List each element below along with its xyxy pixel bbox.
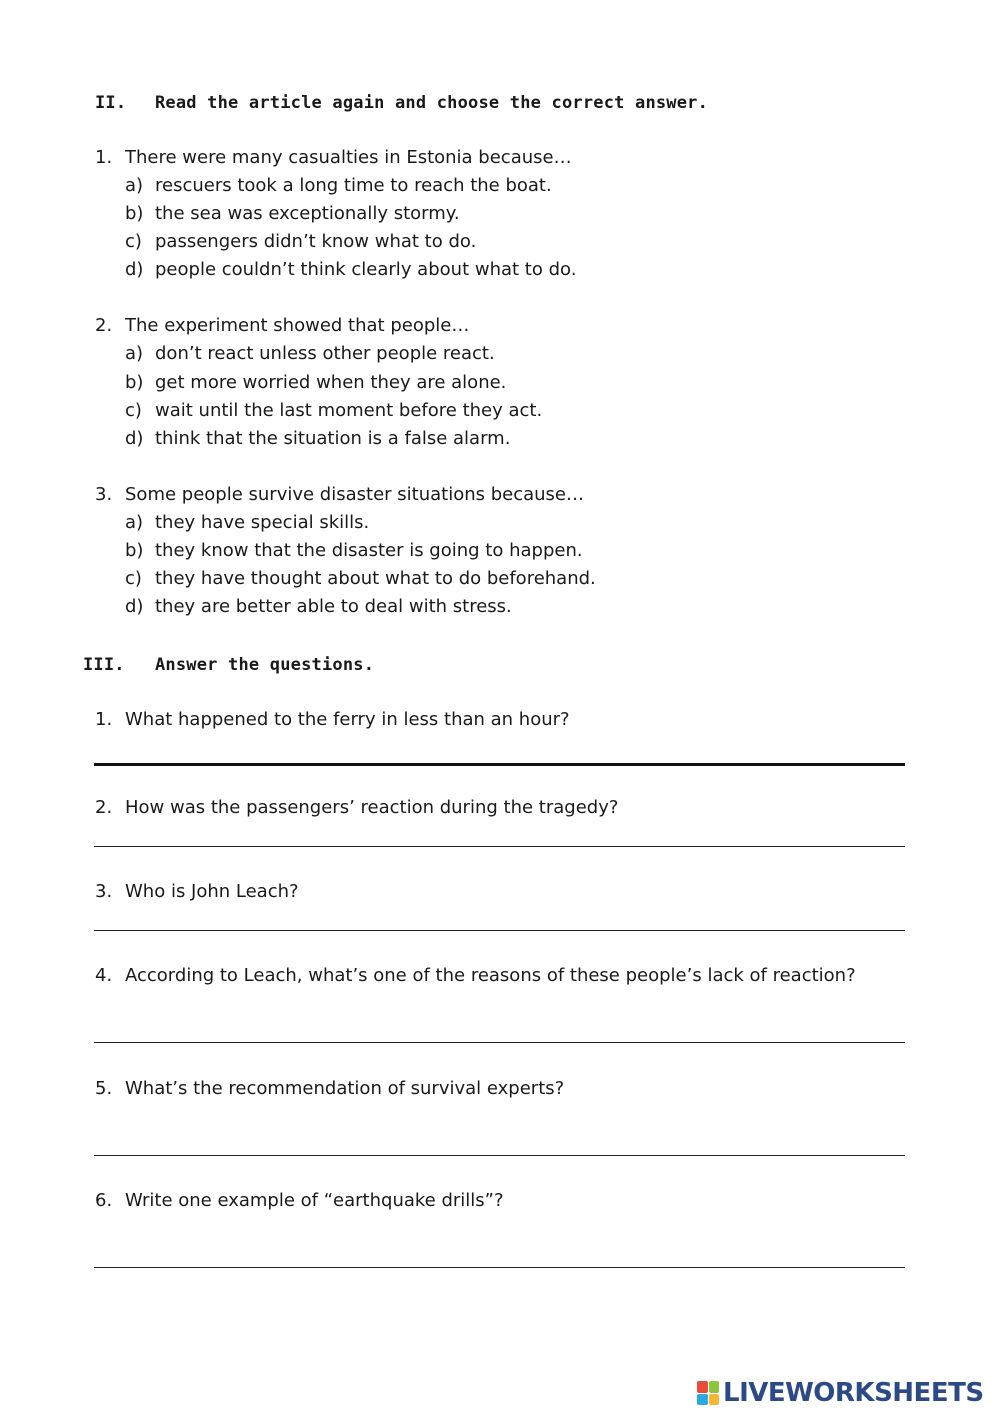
section-2-numeral: II. bbox=[95, 93, 127, 113]
open-question-3: Who is John Leach? bbox=[125, 881, 299, 902]
option-letter: b) bbox=[125, 203, 144, 224]
question-text: There were many casualties in Estonia because… bbox=[125, 147, 572, 168]
option-text: they have special skills. bbox=[155, 512, 370, 533]
option-letter: b) bbox=[125, 372, 144, 393]
question-text: The experiment showed that people… bbox=[125, 315, 470, 336]
option-letter: d) bbox=[125, 428, 144, 449]
question-number: 1. bbox=[95, 147, 113, 168]
option-letter: a) bbox=[125, 512, 144, 533]
option-letter: c) bbox=[125, 400, 142, 421]
logo-text: LIVEWORKSHEETS bbox=[723, 1378, 984, 1408]
open-question-1: What happened to the ferry in less than an hour? bbox=[125, 709, 570, 730]
option-text: they are better able to deal with stress. bbox=[155, 596, 512, 617]
question-number: 4. bbox=[95, 965, 113, 986]
answer-line-3[interactable] bbox=[94, 930, 905, 931]
option-text: people couldn’t think clearly about what to do. bbox=[155, 259, 577, 280]
question-text: Some people survive disaster situations because… bbox=[125, 484, 584, 505]
liveworksheets-logo-icon bbox=[697, 1381, 719, 1405]
option-text: think that the situation is a false alarm. bbox=[155, 428, 511, 449]
option-text: they know that the disaster is going to happen. bbox=[155, 540, 583, 561]
question-number: 6. bbox=[95, 1190, 113, 1211]
answer-line-2[interactable] bbox=[94, 846, 905, 847]
question-number: 2. bbox=[95, 797, 113, 818]
section-3-title: Answer the questions. bbox=[155, 655, 375, 675]
open-question-4: According to Leach, what’s one of the reasons of these people’s lack of reaction? bbox=[125, 965, 856, 986]
option-text: wait until the last moment before they act. bbox=[155, 400, 543, 421]
option-text: get more worried when they are alone. bbox=[155, 372, 507, 393]
question-number: 3. bbox=[95, 881, 113, 902]
option-letter: b) bbox=[125, 540, 144, 561]
option-text: passengers didn’t know what to do. bbox=[155, 231, 477, 252]
option-text: the sea was exceptionally stormy. bbox=[155, 203, 460, 224]
option-letter: d) bbox=[125, 259, 144, 280]
option-text: they have thought about what to do beforehand. bbox=[155, 568, 596, 589]
question-number: 5. bbox=[95, 1078, 113, 1099]
open-question-6: Write one example of “earthquake drills”? bbox=[125, 1190, 504, 1211]
option-letter: c) bbox=[125, 231, 142, 252]
open-question-5: What’s the recommendation of survival experts? bbox=[125, 1078, 565, 1099]
answer-line-1[interactable] bbox=[94, 763, 905, 766]
answer-line-6[interactable] bbox=[94, 1267, 905, 1268]
section-3-numeral: III. bbox=[83, 655, 125, 675]
option-letter: c) bbox=[125, 568, 142, 589]
question-number: 2. bbox=[95, 315, 113, 336]
option-letter: a) bbox=[125, 175, 144, 196]
answer-line-5[interactable] bbox=[94, 1155, 905, 1156]
liveworksheets-logo[interactable] bbox=[697, 1378, 984, 1408]
option-letter: a) bbox=[125, 343, 144, 364]
question-number: 1. bbox=[95, 709, 113, 730]
option-text: don’t react unless other people react. bbox=[155, 343, 495, 364]
open-question-2: How was the passengers’ reaction during the tragedy? bbox=[125, 797, 619, 818]
option-text: rescuers took a long time to reach the boat. bbox=[155, 175, 552, 196]
question-number: 3. bbox=[95, 484, 113, 505]
option-letter: d) bbox=[125, 596, 144, 617]
answer-line-4[interactable] bbox=[94, 1042, 905, 1043]
section-2-title: Read the article again and choose the correct answer. bbox=[155, 93, 709, 113]
